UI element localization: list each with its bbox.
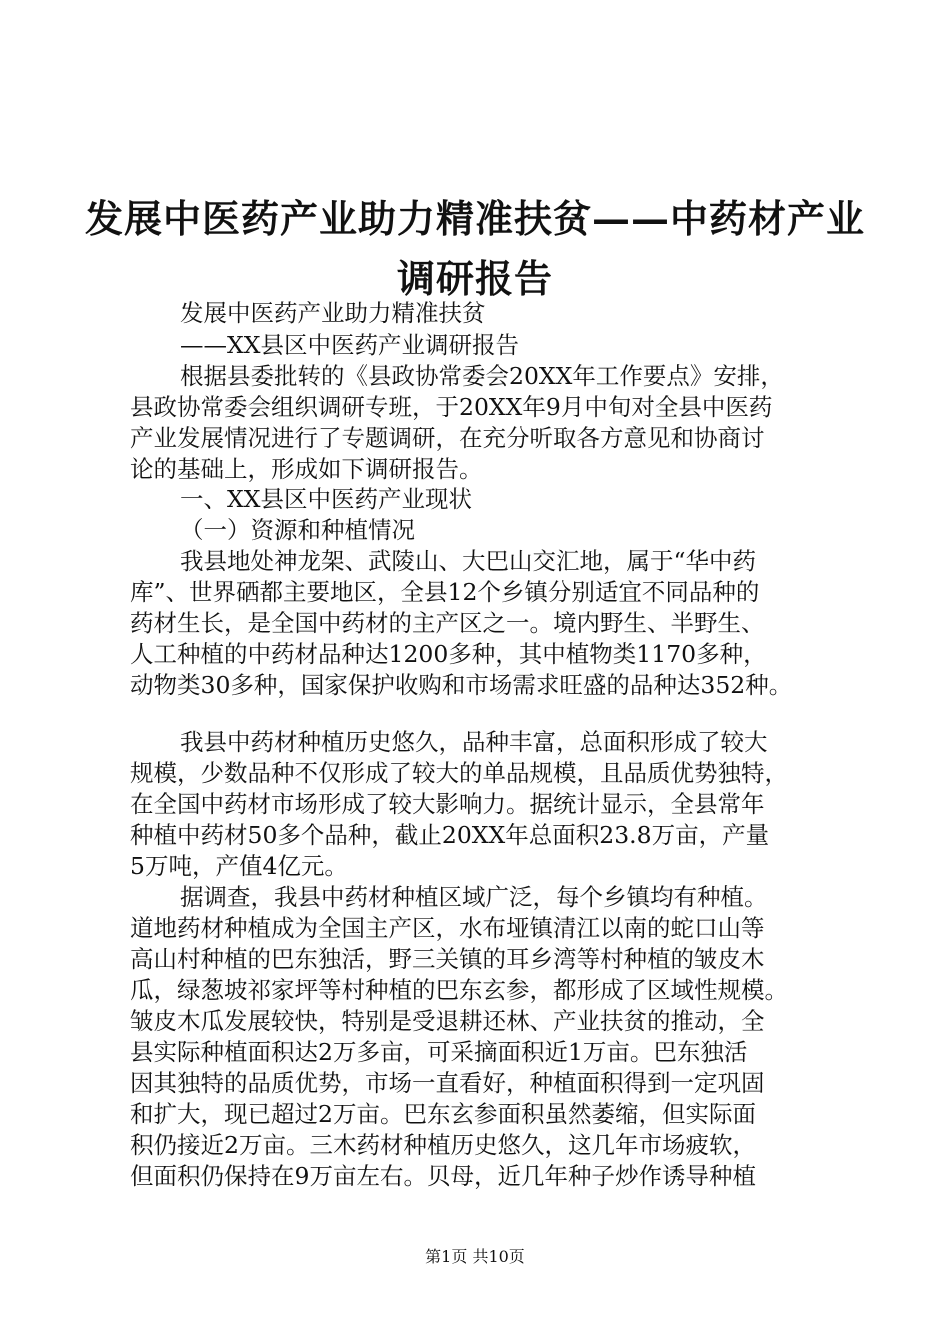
paragraph-line: 论的基础上，形成如下调研报告。 [130, 455, 483, 483]
paragraph-line: 在全国中药材市场形成了较大影响力。据统计显示，全县常年 [130, 790, 765, 818]
paragraph-line: 动物类30多种，国家保护收购和市场需求旺盛的品种达352种。 [130, 671, 793, 699]
paragraph-line: 积仍接近2万亩。三木药材种植历史悠久，这几年市场疲软， [130, 1131, 756, 1159]
paragraph-line: 皱皮木瓜发展较快，特别是受退耕还林、产业扶贫的推动，全 [130, 1007, 765, 1035]
paragraph-line: 县政协常委会组织调研专班，于20XX年9月中旬对全县中医药 [130, 393, 773, 421]
paragraph-line: 我县地处神龙架、武陵山、大巴山交汇地，属于“华中药 [180, 547, 757, 575]
paragraph-line: 因其独特的品质优势，市场一直看好，种植面积得到一定巩固 [130, 1069, 765, 1097]
document-title-line-1: 发展中医药产业助力精准扶贫——中药材产业 [84, 196, 865, 241]
paragraph-line: 瓜，绿葱坡祁家坪等村种植的巴东玄参，都形成了区域性规模。 [130, 976, 788, 1004]
paragraph-line: 道地药材种植成为全国主产区，水布垭镇清江以南的蛇口山等 [130, 914, 765, 942]
page-number-footer: 第1页 共10页 [425, 1247, 525, 1266]
subtitle-line: ——XX县区中医药产业调研报告 [180, 331, 519, 359]
document-title-line-2: 调研报告 [396, 256, 553, 301]
section-heading: 一、XX县区中医药产业现状 [180, 485, 472, 513]
paragraph-line: 产业发展情况进行了专题调研，在充分听取各方意见和协商讨 [130, 424, 765, 452]
subsection-heading: （一）资源和种植情况 [180, 516, 415, 544]
paragraph-line: 但面积仍保持在9万亩左右。贝母，近几年种子炒作诱导种植 [130, 1162, 756, 1190]
paragraph-line: 5万吨，产值4亿元。 [130, 852, 348, 880]
paragraph-line: 我县中药材种植历史悠久，品种丰富，总面积形成了较大 [180, 728, 768, 756]
paragraph-line: 种植中药材50多个品种，截止20XX年总面积23.8万亩，产量 [130, 821, 770, 849]
subtitle-line: 发展中医药产业助力精准扶贫 [180, 299, 486, 327]
paragraph-line: 药材生长，是全国中药材的主产区之一。境内野生、半野生、 [130, 609, 765, 637]
paragraph-line: 规模，少数品种不仅形成了较大的单品规模，且品质优势独特， [130, 759, 788, 787]
paragraph-line: 高山村种植的巴东独活，野三关镇的耳乡湾等村种植的皱皮木 [130, 945, 765, 973]
paragraph-line: 根据县委批转的《县政协常委会20XX年工作要点》安排， [180, 362, 784, 390]
paragraph-line: 县实际种植面积达2万多亩，可采摘面积近1万亩。巴东独活 [130, 1038, 748, 1066]
paragraph-line: 人工种植的中药材品种达1200多种，其中植物类1170多种， [130, 640, 767, 668]
paragraph-line: 库”、世界硒都主要地区，全县12个乡镇分别适宜不同品种的 [130, 578, 760, 606]
paragraph-line: 据调查，我县中药材种植区域广泛，每个乡镇均有种植。 [180, 883, 768, 911]
paragraph-line: 和扩大，现已超过2万亩。巴东玄参面积虽然萎缩，但实际面 [130, 1100, 756, 1128]
